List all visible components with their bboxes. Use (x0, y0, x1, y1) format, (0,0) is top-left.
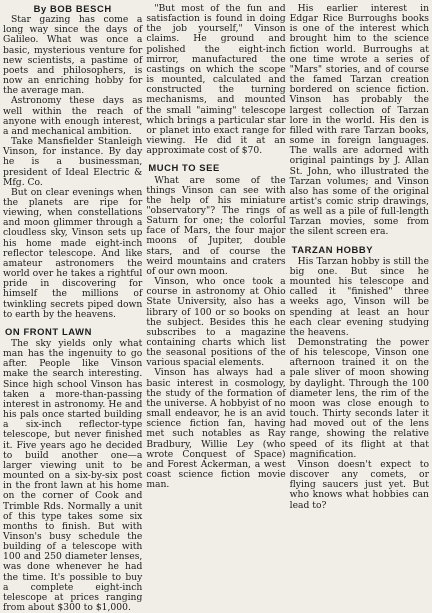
column-2 (146, 4, 285, 592)
paragraph: His earlier interest in Edgar Rice Burroughs books is one of the interest which brought him to the science fiction world. Burroughs at one time wrote a series of "Mars" stories, and of course the famed Tarzan creation bordered on science fiction. Vinson has probably the largest collection of Tarzan lore in the world. His den is filled with rare Tarzan books, some in foreign languages. The walls are adorned with original paintings by J. Allan St. John, who illustrated the Tarzan volumes; and Vinson also has some of the original artist's comic strip drawings, as well as a pile of full-length Tarzan movies, some from the silent screen era. (289, 3, 429, 238)
paragraph: Vinson doesn't expect to discover any comets, or flying saucers just yet. But who knows what hobbies can lead to? (289, 458, 429, 511)
paragraph: Astronomy these days as well within the reach of anyone with enough interest, a and mechanical ambition. (3, 95, 143, 137)
paragraph: "But most of the fun and satisfaction is found in doing the job yourself," Vinson claims. He ground and polished the eight-inch mirror, manufactured the castings on which the scope is mounted, calculated and constructed the turning mechanisms, and mounted the small "aiming" telescope which brings a particular star or planet into exact range for viewing. He did it at an approximate cost of $70. (146, 3, 286, 157)
paragraph: Vinson has always had a basic interest in cosmology, the study of the formation of the universe. A hobbyist of no small endeavor, he is an avid science fiction fan, having met such notables as Ray Bradbury, Willie Ley (who wrote Conquest of Space) and Forest Ackerman, a west coast science fiction movie man. (146, 367, 286, 491)
paragraph: Star gazing has come a long way since the days of Galileo. What was once a basic, mysterious venture for new scientists, a pastime of poets and philosophers, is now an enriching hobby for the average man. (3, 14, 143, 97)
paragraph: Vinson, who once took a course in astronomy at Ohio State University, also has a library of 100 or so books on the subject. Besides this he subscribes to a magazine containing charts which list the seasonal positions of the various spacial elements. (146, 276, 286, 369)
paragraph: His Tarzan hobby is still the big one. But since he mounted his telescope and called it "finished" three weeks ago, Vinson will be spending at least an hour each clear evening studying the heavens. (289, 255, 429, 338)
paragraph: The sky yields only what man has the ingenuity to go after. People like Vinson make the search interesting. Since high school Vinson has taken a more-than-passing interest in astronomy. He and his pals once started building a six-inch reflector-type telescope, but never finished it. Five years ago he decided to build another one—a larger viewing unit to be mounted on a six-by-six post in the front lawn at his home on the corner of Cook and Trimble Rds. Normally a unit of this type takes some six months to finish. But with Vinson's busy schedule the building of a telescope with 100 and 250 diameter lenses, was done whenever he had the time. It's possible to buy a complete eight-inch telescope at prices ranging from about $300 to $1,000. (3, 338, 143, 613)
subheading-tarzan-hobby: TARZAN HOBBY (291, 243, 374, 255)
paragraph: Demonstrating the power of his telescope, Vinson one afternoon trained it on the pale sliver of moon showing by daylight. Through the 100 diameter lens, the rim of the moon was close enough to touch. Thirty seconds later it had moved out of the lens range, showing the relative speed of its flight at that magnification. (289, 337, 429, 460)
paragraph: Take Mansfielder Stanleigh Vinson, for instance. By day he is a businessman, president of Ideal Electric & Mfg. Co. (3, 136, 143, 188)
paragraph: But on clear evenings when the planets are ripe for viewing, when constellations and moon glimmer through a cloudless sky, Vinson sets up his home made eight-inch reflector telescope. And like amateur astronomers the world over he takes a rightful pride in discovering for himself the millions of twinkling secrets piped down to earth by the heavens. (3, 186, 143, 320)
paragraph: What are some of the things Vinson can see with the help of his miniature "observatory"? The rings of Saturn for one; the colorful face of Mars, the four major moons of Jupiter, double stars, and of course the weird mountains and craters of our own moon. (146, 174, 286, 277)
byline: By BOB BESCH (33, 3, 112, 14)
subheading-much-to-see: MUCH TO SEE (148, 162, 220, 174)
subheading-on-front-lawn: ON FRONT LAWN (5, 325, 92, 337)
column-3 (290, 4, 429, 592)
column-1 (3, 3, 143, 613)
